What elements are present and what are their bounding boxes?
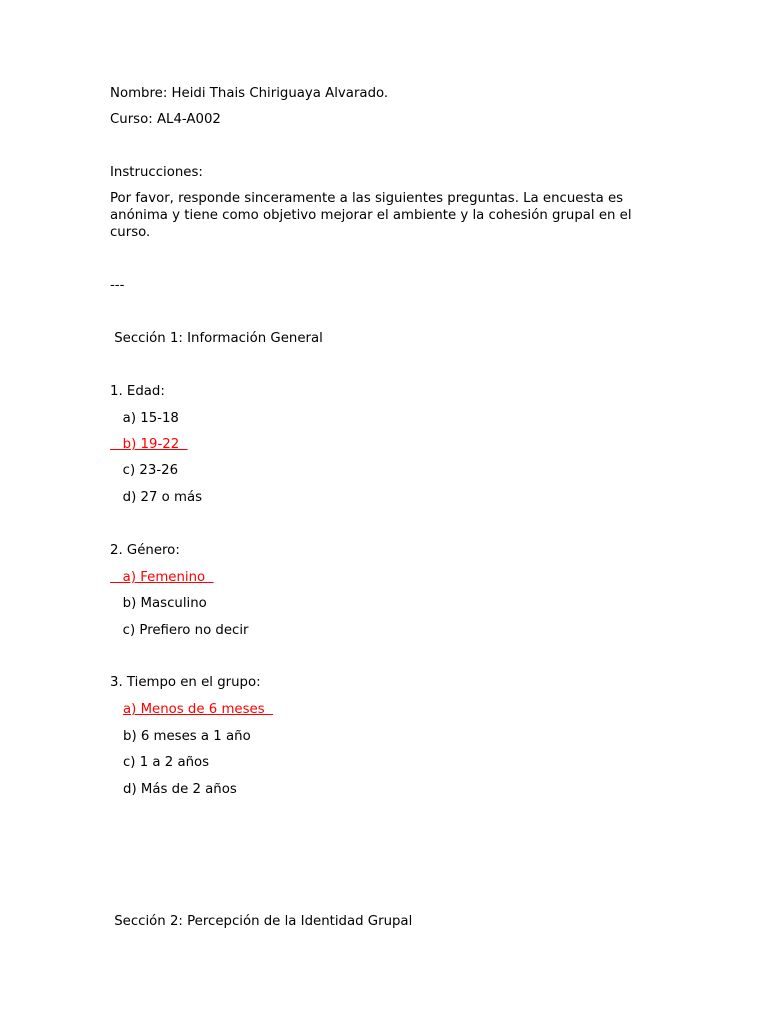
q1-option-a: a) 15-18 bbox=[110, 411, 179, 426]
q3-option-b: b) 6 meses a 1 año bbox=[123, 729, 251, 744]
student-name: Nombre: Heidi Thais Chiriguaya Alvarado. bbox=[110, 86, 389, 101]
q2-option-a-selected: a) Femenino bbox=[110, 570, 214, 585]
q3-option-c: c) 1 a 2 años bbox=[123, 755, 210, 770]
q1-label: 1. Edad: bbox=[110, 384, 165, 399]
course: Curso: AL4-A002 bbox=[110, 112, 221, 127]
separator: --- bbox=[110, 278, 125, 293]
q2-label: 2. Género: bbox=[110, 543, 180, 558]
q3-label: 3. Tiempo en el grupo: bbox=[110, 675, 261, 690]
section2-title: Sección 2: Percepción de la Identidad Grupal bbox=[110, 914, 413, 929]
q1-option-b-selected: b) 19-22 bbox=[110, 437, 188, 452]
instructions-text: Por favor, responde sinceramente a las siguientes preguntas. La encuesta es anónima y tiene como objetivo mejorar el ambiente y la cohesión grupal en el curso. bbox=[110, 191, 632, 240]
q2-option-b: b) Masculino bbox=[110, 596, 207, 611]
q2-option-c: c) Prefiero no decir bbox=[110, 623, 249, 638]
q1-option-d: d) 27 o más bbox=[110, 490, 203, 505]
q3-option-a-selected: a) Menos de 6 meses bbox=[123, 702, 274, 717]
section1-title: Sección 1: Información General bbox=[110, 331, 323, 346]
q1-option-c: c) 23-26 bbox=[110, 463, 179, 478]
q3-option-d: d) Más de 2 años bbox=[123, 782, 237, 797]
instructions-title: Instrucciones: bbox=[110, 165, 203, 180]
